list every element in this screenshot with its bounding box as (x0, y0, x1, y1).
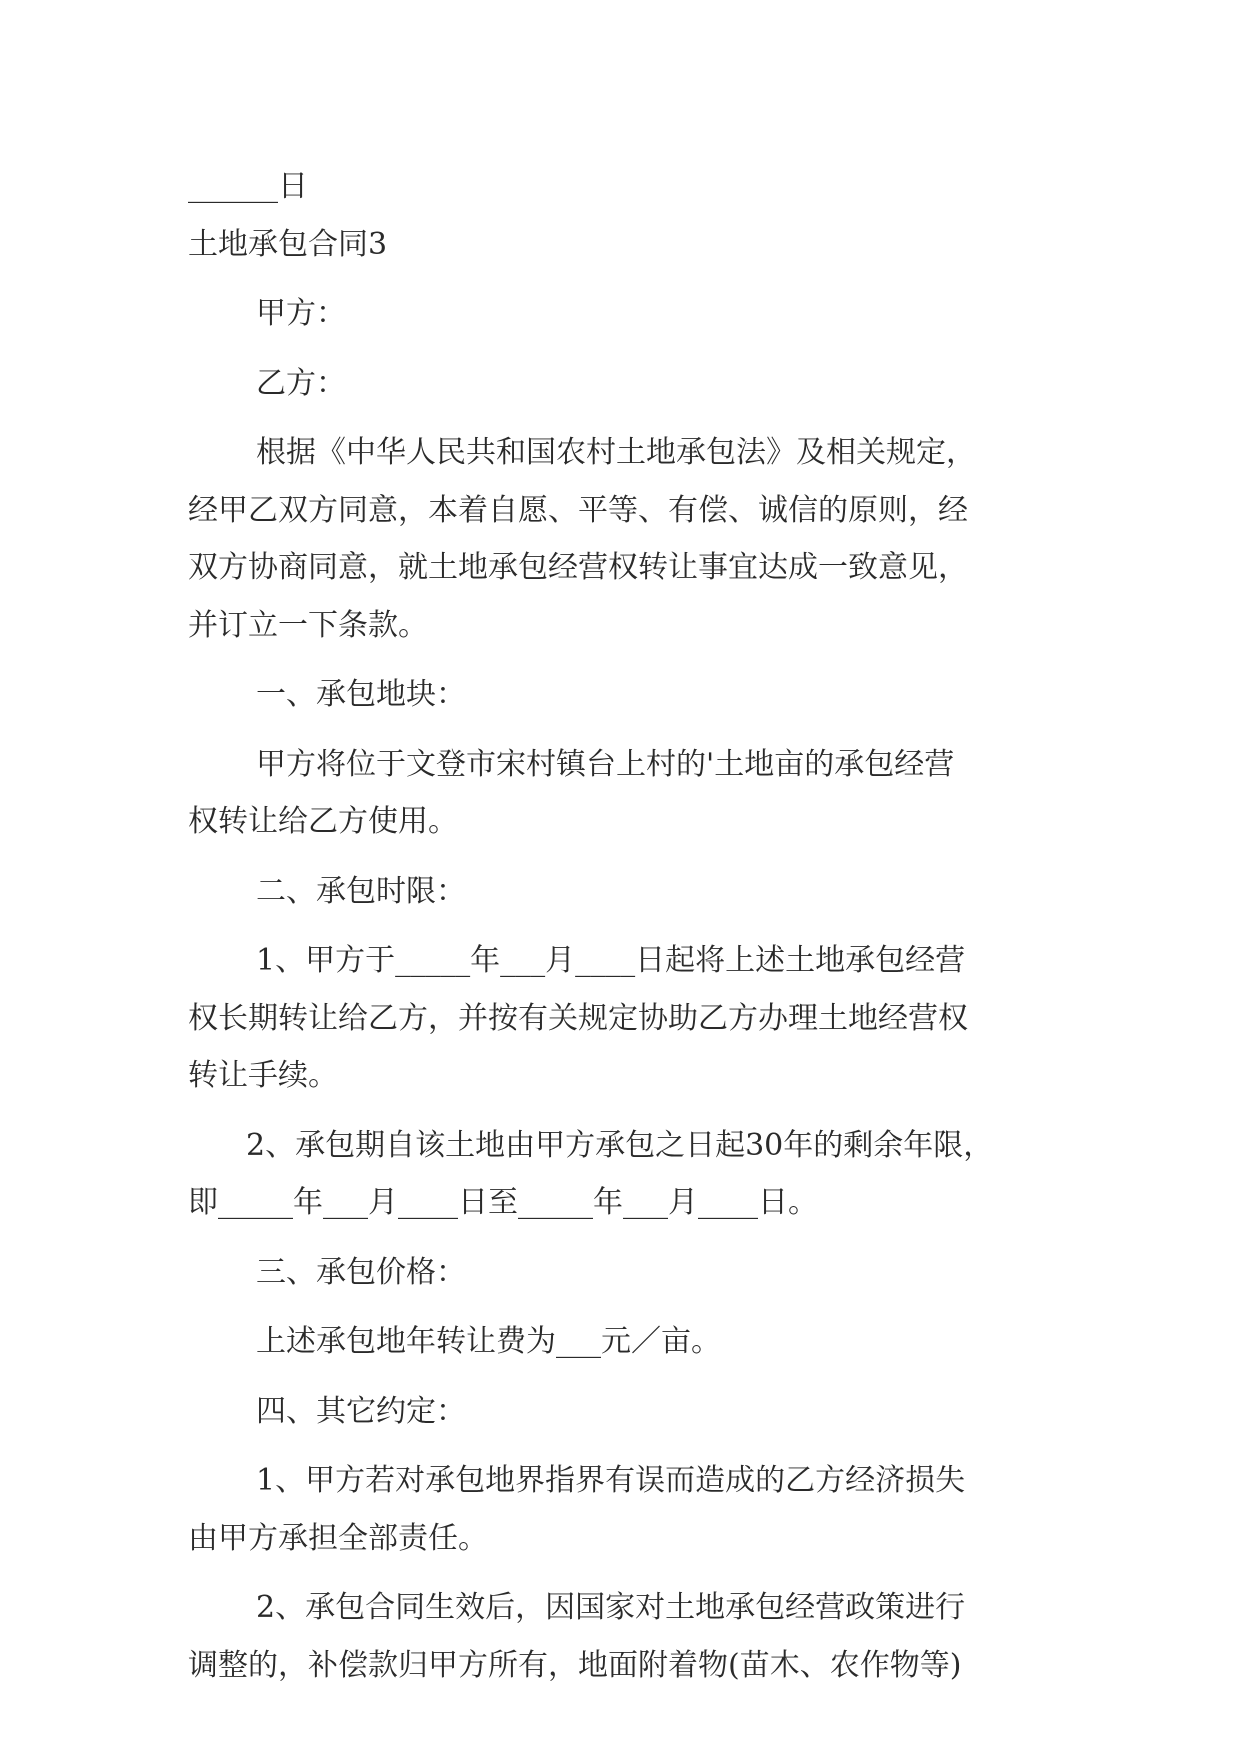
clause-line: 1、甲方于_____年___月____日起将上述土地承包经营 (256, 943, 966, 978)
preamble-line: 并订立一下条款。 (188, 607, 428, 643)
clause-line: 1、甲方若对承包地界指界有误而造成的乙方经济损失 (256, 1463, 966, 1498)
contract-heading: 土地承包合同3 (188, 226, 388, 262)
clause-line: 由甲方承担全部责任。 (188, 1520, 488, 1556)
section-heading: 四、其它约定： (256, 1393, 466, 1429)
party-a-label: 甲方： (256, 296, 346, 331)
clause-line: 2、承包期自该土地由甲方承包之日起30年的剩余年限， (246, 1127, 994, 1163)
document-body (188, 158, 1058, 1694)
clause-line: 甲方将位于文登市宋村镇台上村的'土地亩的承包经营 (256, 746, 955, 782)
clause-line: 调整的，补偿款归甲方所有，地面附着物(苗木、农作物等) (188, 1647, 962, 1683)
party-b-label: 乙方： (256, 365, 346, 401)
preamble-line: 根据《中华人民共和国农村土地承包法》及相关规定， (256, 435, 976, 470)
clause-line: 转让手续。 (188, 1058, 338, 1093)
date-blank-line: ______日 (188, 169, 308, 204)
clause-line: 上述承包地年转让费为___元／亩。 (256, 1324, 721, 1359)
section-heading: 一、承包地块： (256, 677, 466, 712)
preamble-line: 双方协商同意，就土地承包经营权转让事宜达成一致意见， (188, 550, 968, 585)
clause-line: 权转让给乙方使用。 (188, 804, 458, 839)
preamble-line: 经甲乙双方同意，本着自愿、平等、有偿、诚信的原则，经 (188, 492, 968, 528)
clause-line: 即_____年___月____日至_____年___月____日。 (188, 1185, 818, 1220)
clause-line: 权长期转让给乙方，并按有关规定协助乙方办理土地经营权 (188, 1000, 968, 1036)
section-heading: 二、承包时限： (256, 873, 466, 909)
section-heading: 三、承包价格： (256, 1254, 466, 1290)
clause-line: 2、承包合同生效后，因国家对土地承包经营政策进行 (256, 1590, 966, 1625)
